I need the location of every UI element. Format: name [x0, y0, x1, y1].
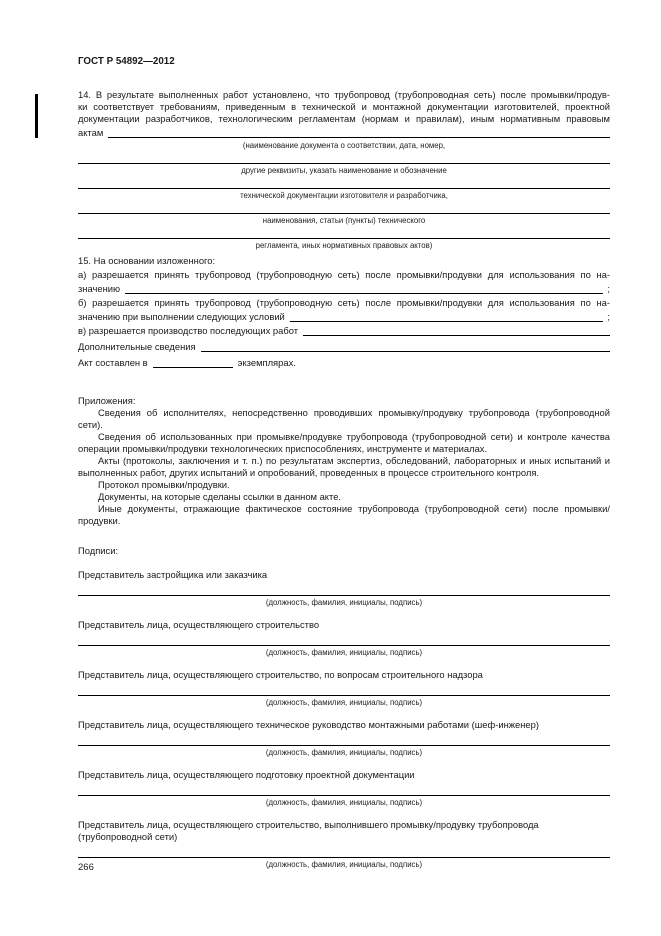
- signature-role: Представитель лица, осуществляющего техническое руководство монтажными работами (шеф-инженер): [78, 719, 539, 730]
- signature-block: [78, 569, 610, 607]
- signature-line: [78, 731, 610, 746]
- clause-14-line-3: документации разработчиков, технологическим регламентам (нормам и правилам), иным нормативным правовым: [78, 113, 610, 124]
- signature-block: [78, 769, 610, 807]
- field-caption: (наименование документа о соответствии, дата, номер,: [242, 141, 446, 150]
- attachments-section: [78, 395, 610, 527]
- signature-line: [78, 581, 610, 596]
- attachment-paragraph: Сведения об исполнителях, непосредственно проводивших промывку/продувку трубопровода (трубопроводной сети).: [78, 407, 610, 430]
- attachment-paragraph: Акты (протоколы, заключения и т. п.) по результатам экспертиз, обследований, лабораторных и иных испытаний и выполненных работ, других испытаний и опробований, проведенных в процессе строительного контроля.: [78, 455, 610, 478]
- field-caption: регламента, иных нормативных правовых актов): [255, 241, 433, 250]
- signature-block: [78, 619, 610, 657]
- copies-row: [78, 357, 610, 369]
- signature-block: [78, 819, 610, 869]
- page-number: 266: [78, 862, 94, 873]
- extras-section: [78, 341, 610, 369]
- signature-line: [78, 631, 610, 646]
- fill-line: [290, 311, 604, 322]
- signature-caption: (должность, фамилия, инициалы, подпись): [265, 748, 423, 757]
- signature-role: Представитель лица, осуществляющего подготовку проектной документации: [78, 769, 415, 780]
- clause-14-fill-row: [78, 127, 610, 139]
- item-b-fill-row: [78, 311, 610, 323]
- fill-line: [108, 127, 610, 138]
- signature-caption: (должность, фамилия, инициалы, подпись): [265, 798, 423, 807]
- clause-14-line-2: ки соответствует требованиям, приведенным в технической и монтажной документации изготовителей, проектной: [78, 101, 610, 112]
- attachment-paragraph: Протокол промывки/продувки.: [98, 479, 230, 490]
- clause-15-item-b: [78, 297, 610, 323]
- field-caption: наименования, статьи (пункты) технического: [262, 216, 426, 225]
- fill-line: [125, 283, 603, 294]
- signature-caption: (должность, фамилия, инициалы, подпись): [265, 698, 423, 707]
- field-caption: другие реквизиты, указать наименование и обозначение: [241, 166, 447, 175]
- fill-line: [303, 325, 610, 336]
- fill-line: [78, 150, 610, 164]
- signature-caption: (должность, фамилия, инициалы, подпись): [265, 598, 423, 607]
- clause-14-line-1: 14. В результате выполненных работ установлено, что трубопровод (трубопроводная сеть) после промывки/продув-: [78, 89, 610, 100]
- copies-prefix: Акт составлен в: [78, 357, 148, 368]
- fill-line: [78, 200, 610, 214]
- signature-line: [78, 781, 610, 796]
- fill-line: [78, 175, 610, 189]
- signature-block: [78, 669, 610, 707]
- clause-14-line-4: актам: [78, 127, 104, 138]
- signature-caption: (должность, фамилия, инициалы, подпись): [265, 860, 423, 869]
- signature-role: Представитель лица, осуществляющего строительство, выполнившего промывку/продувку трубопровода (трубопроводной сети): [78, 819, 539, 842]
- field-caption: технической документации изготовителя и разработчика,: [240, 191, 448, 200]
- signatures-heading: Подписи:: [78, 545, 119, 556]
- clause-14-paragraph: [78, 89, 610, 250]
- item-b-line-2: значению при выполнении следующих условий: [78, 311, 285, 322]
- margin-change-bar: [35, 94, 38, 138]
- additional-info-row: [78, 341, 610, 353]
- item-b-line-1: б) разрешается принять трубопровод (трубопроводную сеть) после промывки/продувки для использования по на-: [78, 297, 610, 308]
- fill-line: [78, 225, 610, 239]
- fill-line: [201, 341, 610, 352]
- item-a-line-2: значению: [78, 283, 121, 294]
- item-a-line-1: а) разрешается принять трубопровод (трубопроводную сеть) после промывки/продувки для использования по на-: [78, 269, 610, 280]
- copies-suffix: экземплярах.: [237, 357, 296, 368]
- gost-code: ГОСТ Р 54892—2012: [78, 56, 175, 67]
- additional-info-label: Дополнительные сведения: [78, 341, 196, 352]
- clause-15-item-a: [78, 269, 610, 295]
- signature-caption: (должность, фамилия, инициалы, подпись): [265, 648, 423, 657]
- item-b-suffix: ;: [607, 311, 610, 322]
- signature-role: Представитель застройщика или заказчика: [78, 569, 268, 580]
- signature-block: [78, 719, 610, 757]
- item-v-fill-row: [78, 325, 610, 337]
- clause-15-item-v: [78, 325, 610, 337]
- fill-line: [153, 357, 233, 368]
- attachments-heading: Приложения:: [78, 395, 136, 406]
- item-v-text: в) разрешается производство последующих работ: [78, 325, 299, 336]
- signature-role: Представитель лица, осуществляющего строительство: [78, 619, 320, 630]
- attachment-paragraph: Сведения об использованных при промывке/продувке трубопровода (трубопроводной сети) и контроле качества операции промывки/продувки технологических приспособлениях, инструменте и материалах.: [78, 431, 610, 454]
- signature-role: Представитель лица, осуществляющего строительство, по вопросам строительного надзора: [78, 669, 483, 680]
- clause-15-heading: 15. На основании изложенного:: [78, 255, 216, 266]
- signature-line: [78, 843, 610, 858]
- item-a-fill-row: [78, 283, 610, 295]
- signature-line: [78, 681, 610, 696]
- attachment-paragraph: Иные документы, отражающие фактическое состояние трубопровода (трубопроводной сети) после промывки/продувки.: [78, 503, 610, 526]
- attachment-paragraph: Документы, на которые сделаны ссылки в данном акте.: [98, 491, 342, 502]
- item-a-suffix: ;: [607, 283, 610, 294]
